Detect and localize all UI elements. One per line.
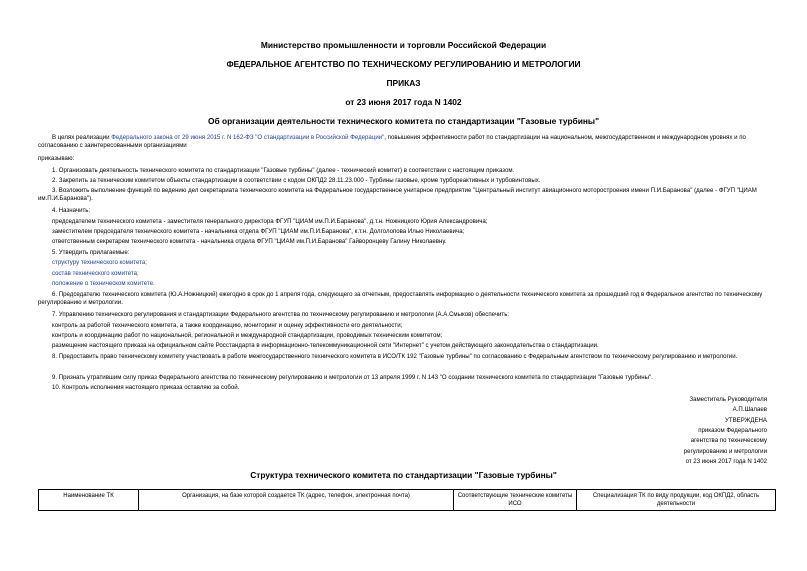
table-header-cell: Организация, на базе которой создается ТК (адрес, телефон, электронная почта): [139, 490, 454, 511]
intro-paragraph: [38, 134, 771, 151]
item-7: 7. Управлению технического регулирования и стандартизации Федерального агентства по техническому регулированию и метрологии (А.А.Смыков) обеспечить:: [52, 311, 510, 318]
item-6: 6. Председателю технического комитета (Ю.А.Ножницкий) ежегодно в срок до 1 апреля года, следующего за отчетным, предоставлять информацию о деятельности технического комитета за прошедший год в Федеральное агентство по техническому регулированию и метрологии.: [38, 291, 763, 307]
approval-line-4: регулированию и метрологии: [683, 448, 767, 455]
document-title: Об организации деятельности технического комитета по стандартизации "Газовые турбины": [207, 116, 600, 126]
item-1: 1. Организовать деятельность технического комитета по стандартизации "Газовые турбины" (далее - технический комитет) в соответствии с настоящим приказом.: [52, 167, 515, 174]
item-4-deputy: заместителем председателя технического комитета - начальника отдела ФГУП "ЦИАМ им.П.И.Баранова", к.т.н. Долголопова Илью Николаевича;: [52, 228, 465, 235]
item-7b: контроль и координацию работ по национальной, региональной и международной стандартизации, проводимых техническим комитетом;: [52, 332, 443, 339]
table-header-row: [39, 490, 776, 511]
signature-name: А.П.Шалаев: [732, 406, 767, 413]
intro-before: В целях реализации: [52, 134, 112, 141]
item-9: 9. Признать утратившим силу приказ Федерального агентства по техническому регулированию и метрологии от 13 апреля 1999 г. N 143 "О создании технического комитета по стандартизации "Газовые турбины".: [52, 374, 653, 381]
item-7a: контроль за работой технического комитета, а также координацию, мониторинг и оценку эффективности его деятельности;: [52, 322, 403, 329]
composition-link[interactable]: состав технического комитета;: [52, 270, 139, 277]
item-10: 10. Контроль исполнения настоящего приказа оставляю за собой.: [52, 384, 240, 391]
approval-line-3: агентства по техническому: [690, 437, 767, 444]
structure-title: Структура технического комитета по стандартизации "Газовые турбины": [250, 470, 557, 480]
structure-link[interactable]: структуру технического комитета;: [52, 259, 147, 266]
approval-line-1: УТВЕРЖДЕНА: [724, 417, 767, 424]
item-5a-wrap: [52, 259, 147, 267]
intro-after: , повышения эффективности работ по стандартизации на национальном, межгосударственном и международном уровнях и по согласованию с заинтересованными организациями: [38, 134, 746, 150]
doc-type-heading: ПРИКАЗ: [386, 78, 421, 88]
item-4: 4. Назначить:: [52, 207, 91, 214]
item-2: 2. Закрепить за техническим комитетом объекты стандартизации в соответствии с кодом ОКПД2 28.11.23.000 - Турбины газовые, кроме турбореактивных и турбовинтовых.: [52, 177, 541, 184]
table-header-cell: Наименование ТК: [39, 490, 139, 511]
table-header-cell: Специализация ТК по виду продукции, код ОКПД2, область деятельности: [577, 490, 776, 511]
item-5c-wrap: [52, 280, 155, 288]
agency-heading: ФЕДЕРАЛЬНОЕ АГЕНТСТВО ПО ТЕХНИЧЕСКОМУ РЕГУЛИРОВАНИЮ И МЕТРОЛОГИИ: [226, 59, 581, 69]
item-4-chairman: председателем технического комитета - заместителя генерального директора ФГУП "ЦИАМ им.П.И.Баранова", д.т.н. Ножницкого Юрия Александровича;: [52, 218, 488, 225]
item-5b-wrap: [52, 270, 139, 278]
item-4-secretary: ответственным секретарем технического комитета - начальника отдела ФГУП "ЦИАМ им.П.И.Баранова" Гайворонцеву Галину Николаевну.: [52, 238, 447, 245]
item-5: 5. Утвердить прилагаемые:: [52, 249, 130, 256]
item-3: 3. Возложить выполнение функций по ведению дел секретариата технического комитета на Федеральное государственное унитарное предприятие "Центральный институт авиационного моторостроения имени П.И.Баранова" (далее - ФГУП "ЦИАМ им.П.И.Баранова").: [38, 187, 757, 203]
date-number-heading: от 23 июня 2017 года N 1402: [345, 97, 462, 107]
ministry-heading: Министерство промышленности и торговли Российской Федерации: [260, 40, 547, 50]
item-8: 8. Предоставить право техническому комитету участвовать в работе межгосударственного технического комитета в ИСО/ТК 192 "Газовые турбины" по согласованию с Федеральным агентством по техническому регулированию и метрологии.: [52, 353, 738, 360]
order-word: приказываю:: [38, 155, 75, 162]
regulation-link[interactable]: положение о техническом комитете.: [52, 280, 155, 287]
item-7c: размещение настоящего приказа на официальном сайте Росстандарта в информационно-телекоммуникационной сети "Интернет" с учетом действующего законодательства о стандартизации.: [52, 342, 599, 349]
table-header-cell: Соответствующие технические комитеты ИСО: [454, 490, 577, 511]
approval-line-2: приказом Федерального: [698, 427, 767, 434]
approval-line-5: от 23 июня 2017 года N 1402: [685, 458, 767, 465]
federal-law-link[interactable]: Федерального закона от 29 июня 2015 г. N 162-ФЗ "О стандартизации в Российской Федерации": [111, 134, 385, 141]
signature-position: Заместитель Руководителя: [689, 396, 767, 403]
structure-table: [38, 489, 776, 511]
